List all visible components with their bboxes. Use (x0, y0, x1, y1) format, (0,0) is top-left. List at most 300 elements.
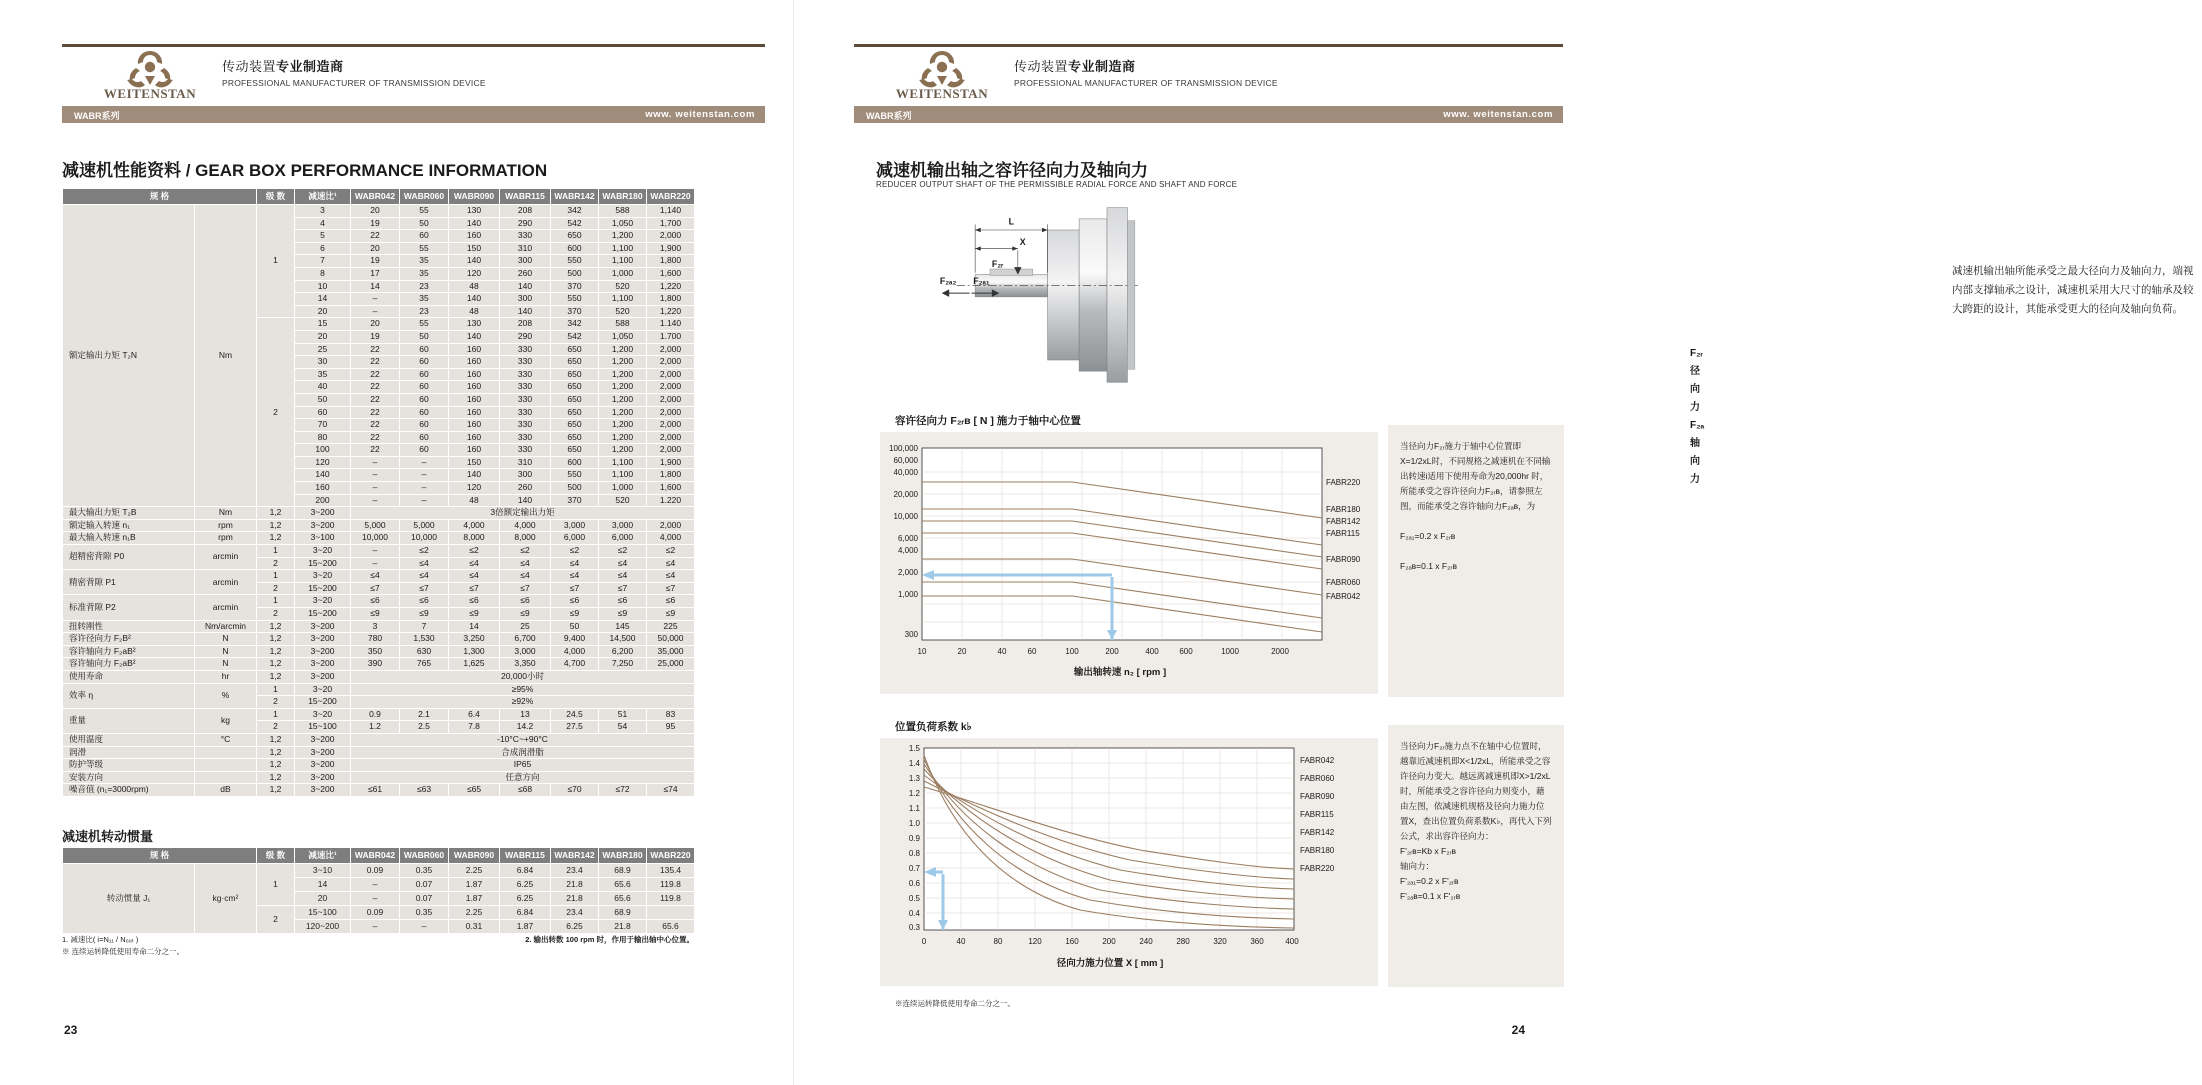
row-unit: arcmin (195, 595, 257, 620)
cell-span-value: 任意方向 (351, 771, 695, 784)
cell-value: 55 (400, 318, 449, 331)
cell-stage: 2 (257, 608, 295, 621)
cell-value: – (351, 456, 400, 469)
cell-value: ≤7 (351, 582, 400, 595)
cell-value: ≤9 (647, 608, 695, 621)
c1-label-fabr180: FABR180 (1326, 505, 1361, 514)
cell-value: 2.5 (400, 721, 449, 734)
cell-value: 542 (551, 217, 599, 230)
cell-value: 2,000 (647, 406, 695, 419)
cell-ratio: 3 (295, 205, 351, 218)
cell-value: – (351, 293, 400, 306)
cell-value: 6,000 (551, 532, 599, 545)
col-ratio: 减速比¹ (295, 189, 351, 205)
page-header-right (854, 44, 1563, 122)
c1-label-fabr142: FABR142 (1326, 517, 1361, 526)
page-right (794, 0, 2194, 1085)
c2-xtick-200: 200 (1102, 937, 1116, 946)
inertia-unit: kg·cm² (195, 864, 257, 934)
cell-value: 1.220 (647, 494, 695, 507)
cell-value: 22 (351, 406, 400, 419)
inertia-ratio: 15~100 (295, 906, 351, 920)
c1-xtick-10: 10 (917, 647, 927, 656)
cell-ratio: 3~200 (295, 670, 351, 683)
c2-ytick-0.5: 0.5 (908, 894, 920, 903)
table-row (63, 771, 695, 784)
cell-value: 1,100 (599, 242, 647, 255)
page-number-right: 24 (1511, 1023, 1525, 1037)
c1-xtick-1000: 1000 (1221, 647, 1239, 656)
cell-value: 2,000 (647, 230, 695, 243)
cell-value: 342 (551, 318, 599, 331)
cell-value: 140 (449, 217, 500, 230)
cell-value: 6,000 (599, 532, 647, 545)
inertia-value: 0.07 (400, 892, 449, 906)
cell-value: 4,000 (449, 519, 500, 532)
cell-value: 60 (400, 368, 449, 381)
table-header-row (63, 189, 695, 205)
inertia-value: 0.09 (351, 906, 400, 920)
cell-value: 160 (449, 230, 500, 243)
cell-value: ≤2 (647, 545, 695, 558)
cell-value: ≤4 (500, 557, 551, 570)
inertia-value: – (400, 920, 449, 934)
cell-value: 1,900 (647, 456, 695, 469)
cell-value: ≤7 (599, 582, 647, 595)
cell-value: 1,800 (647, 469, 695, 482)
c1-xtick-600: 600 (1179, 647, 1193, 656)
header-rule-right (854, 44, 1563, 47)
cell-value: 650 (551, 406, 599, 419)
cell-value: 1,200 (599, 230, 647, 243)
note-2: 2. 输出转数 100 rpm 时，作用于输出轴中心位置。 (525, 935, 694, 944)
row-label: 精密背隙 P1 (63, 570, 195, 595)
cell-value: 1,100 (599, 255, 647, 268)
header-title-cn-thin: 传动装置 (222, 59, 277, 74)
shaft-description: 减速机输出轴所能承受之最大径向力及轴向力，端视内部支撑轴承之设计，减速机采用大尺寸的轴承及较大跨距的设计，其能承受更大的径向及轴向负荷。 (1952, 265, 2194, 315)
cell-value: 160 (449, 419, 500, 432)
cell-stage: 1,2 (257, 507, 295, 520)
table-row (63, 759, 695, 772)
c1-xtick-40: 40 (997, 647, 1007, 656)
cell-span-value: 3倍额定输出力矩 (351, 507, 695, 520)
row-label: 容许轴向力 F₂aB² (63, 645, 195, 658)
header-title-cn-bold-r: 专业制造商 (1068, 59, 1136, 74)
inertia-value: – (351, 892, 400, 906)
cell-value: ≤4 (400, 570, 449, 583)
cell-value: 1,200 (599, 381, 647, 394)
header-title-cn-thin-r: 传动装置 (1014, 59, 1069, 74)
cell-value: ≤6 (351, 595, 400, 608)
cell-value: 550 (551, 469, 599, 482)
cell-ratio: 15~200 (295, 557, 351, 570)
page-number-left: 23 (64, 1023, 78, 1037)
cell-value: 25,000 (647, 658, 695, 671)
cell-value: 2,000 (647, 444, 695, 457)
label-F2r: F₂ᵣ (991, 259, 1004, 270)
cell-value: 1,600 (647, 267, 695, 280)
cell-ratio: 80 (295, 431, 351, 444)
cell-value: 5,000 (351, 519, 400, 532)
cell-value: – (400, 469, 449, 482)
cell-value: 140 (449, 293, 500, 306)
header-text (222, 56, 486, 88)
brand-wordmark-right: WEITENSTAN (895, 86, 989, 101)
cell-span-value: IP65 (351, 759, 695, 772)
biohazard-logo-icon (123, 50, 177, 88)
label-F2a2: F₂ₐ₂ (939, 275, 957, 286)
cell-ratio: 15~200 (295, 582, 351, 595)
cell-value: 19 (351, 217, 400, 230)
inertia-value: 65.6 (599, 892, 647, 906)
cell-value: 60 (400, 444, 449, 457)
c2-label-fabr060: FABR060 (1300, 774, 1335, 783)
row-label: 扭转刚性 (63, 620, 195, 633)
row-unit: arcmin (195, 545, 257, 570)
cell-value: ≤9 (599, 608, 647, 621)
page-left (0, 0, 794, 1085)
c1-xtick-100: 100 (1065, 647, 1079, 656)
cell-value: 5,000 (400, 519, 449, 532)
chart2-panel (880, 738, 1378, 986)
page-header-left (62, 44, 765, 122)
cell-value: 48 (449, 494, 500, 507)
cell-value: 160 (449, 393, 500, 406)
cell-ratio: 160 (295, 482, 351, 495)
cell-value: ≤9 (351, 608, 400, 621)
cell-value: 225 (647, 620, 695, 633)
cell-stage: 1,2 (257, 532, 295, 545)
cell-value: ≤72 (599, 784, 647, 797)
c2-label-fabr180: FABR180 (1300, 846, 1335, 855)
cell-value: 2,000 (647, 519, 695, 532)
col-wabr090: WABR090 (449, 189, 500, 205)
cell-ratio: 40 (295, 381, 351, 394)
cell-value: ≤4 (647, 570, 695, 583)
cell-ratio: 14 (295, 293, 351, 306)
cell-value: 3,000 (500, 645, 551, 658)
table-row (63, 519, 695, 532)
cell-value: 130 (449, 318, 500, 331)
inertia-stage: 2 (257, 906, 295, 934)
cell-value: 260 (500, 482, 551, 495)
c2-label-fabr115: FABR115 (1300, 810, 1334, 819)
cell-ratio: 6 (295, 242, 351, 255)
inertia-header-row (63, 848, 695, 864)
chart1-note: 当径向力F₂ᵣ施力于轴中心位置即X=1/2xL时，不同规格之减速机在不同输出转速i适用下使用寿命为20,000hr 时，所能承受之容许径向力F₂ᵣв，请参照左图，而能承受之容许轴向力F₂ₐв，为 F₂ₐ₁=0.2 x F₂ᵣв F₂ₐв=0.1 x F₂ᵣв (1388, 425, 1564, 697)
cell-value: 140 (449, 469, 500, 482)
cell-value: 3,000 (551, 519, 599, 532)
cell-value: 1,140 (647, 205, 695, 218)
cell-ratio: 140 (295, 469, 351, 482)
row-label: 标准背隙 P2 (63, 595, 195, 620)
cell-ratio: 15 (295, 318, 351, 331)
cell-value: – (400, 456, 449, 469)
row-unit (195, 771, 257, 784)
cell-value: 500 (551, 267, 599, 280)
cell-value: 60 (400, 406, 449, 419)
cell-value: 780 (351, 633, 400, 646)
inertia-value: – (351, 878, 400, 892)
cell-value: ≤70 (551, 784, 599, 797)
c2-ytick-0.6: 0.6 (908, 879, 920, 888)
cell-value: ≤6 (400, 595, 449, 608)
row-stage: 2 (257, 318, 295, 507)
cell-value: 22 (351, 431, 400, 444)
row-unit: hr (195, 670, 257, 683)
cell-value: 14.2 (500, 721, 551, 734)
c2-xtick-360: 360 (1250, 937, 1264, 946)
cell-value: 60 (400, 431, 449, 444)
cell-ratio: 3~20 (295, 570, 351, 583)
c2-xtick-160: 160 (1065, 937, 1079, 946)
cell-ratio: 30 (295, 356, 351, 369)
cell-value: 7 (400, 620, 449, 633)
inertia-value: 1.87 (449, 892, 500, 906)
cell-value: 1,100 (599, 456, 647, 469)
header-title-cn (222, 56, 486, 75)
cell-value: 160 (449, 368, 500, 381)
c2-ytick-1.0: 1.0 (908, 819, 920, 828)
inertia-value: 65.6 (599, 878, 647, 892)
c2-ytick-0.4: 0.4 (908, 909, 920, 918)
cell-value: 25 (500, 620, 551, 633)
cell-value: 22 (351, 356, 400, 369)
cell-value: 550 (551, 293, 599, 306)
cell-value: ≤2 (500, 545, 551, 558)
label-X: X (1019, 236, 1026, 247)
inertia-row (63, 864, 695, 878)
c2-label-fabr220: FABR220 (1300, 864, 1335, 873)
table-row (63, 746, 695, 759)
c2-ytick-0.7: 0.7 (908, 864, 920, 873)
cell-value: – (351, 305, 400, 318)
cell-stage: 1,2 (257, 633, 295, 646)
c1-label-fabr042: FABR042 (1326, 592, 1361, 601)
cell-value: ≤63 (400, 784, 449, 797)
cell-value: 60 (400, 230, 449, 243)
cell-value: 1,050 (599, 330, 647, 343)
cell-value: 650 (551, 431, 599, 444)
table-row (63, 595, 695, 608)
cell-value: 60 (400, 419, 449, 432)
cell-value: 650 (551, 356, 599, 369)
header-title-en-right: PROFESSIONAL MANUFACTURER OF TRANSMISSION DEVICE (1014, 78, 1278, 88)
cell-value: ≤6 (599, 595, 647, 608)
cell-ratio: 3~20 (295, 545, 351, 558)
row-stage: 1 (257, 205, 295, 318)
table-row (63, 683, 695, 696)
c1-ytick-60000: 60,000 (893, 456, 918, 465)
table-row (63, 507, 695, 520)
header-title-cn-bold: 专业制造商 (276, 59, 344, 74)
cell-value: 4,000 (551, 645, 599, 658)
cell-value: 17 (351, 267, 400, 280)
note-3: ※ 连续运转降低使用寿命二分之一。 (62, 947, 185, 956)
cell-value: 14,500 (599, 633, 647, 646)
inertia-value: 0.35 (400, 906, 449, 920)
cell-value: 208 (500, 205, 551, 218)
cell-value: 7.8 (449, 721, 500, 734)
cell-value: 330 (500, 230, 551, 243)
website-label: www. weitenstan.com (645, 109, 755, 120)
cell-value: 140 (449, 255, 500, 268)
row-unit: rpm (195, 519, 257, 532)
cell-value: 650 (551, 444, 599, 457)
cell-value: ≤6 (647, 595, 695, 608)
cell-stage: 1,2 (257, 746, 295, 759)
cell-stage: 2 (257, 557, 295, 570)
cell-value: ≤65 (449, 784, 500, 797)
force-legend (1690, 345, 1704, 489)
c1-xtick-20: 20 (957, 647, 967, 656)
cell-ratio: 3~100 (295, 532, 351, 545)
c2-ytick-1.5: 1.5 (908, 744, 920, 753)
cell-value: 50 (400, 330, 449, 343)
cell-value: – (400, 494, 449, 507)
cell-value: 290 (500, 217, 551, 230)
cell-value: 2,000 (647, 368, 695, 381)
cell-ratio: 3~200 (295, 784, 351, 797)
c2-xtick-120: 120 (1028, 937, 1042, 946)
cell-value: 0.9 (351, 708, 400, 721)
cell-value: ≤4 (551, 570, 599, 583)
cell-value: ≤9 (500, 608, 551, 621)
c2-xtick-240: 240 (1139, 937, 1153, 946)
table-row (63, 620, 695, 633)
inertia-value: 119.8 (647, 892, 695, 906)
table-row (63, 658, 695, 671)
cell-value: 650 (551, 393, 599, 406)
cell-value: 542 (551, 330, 599, 343)
row-label: 防护等级 (63, 759, 195, 772)
cell-value: 27.5 (551, 721, 599, 734)
cell-value: 6,200 (599, 645, 647, 658)
cell-value: 60 (400, 343, 449, 356)
cell-value: 120 (449, 482, 500, 495)
c1-ytick-2000: 2,000 (897, 568, 918, 577)
icol-ratio: 减速比¹ (295, 848, 351, 864)
row-unit: °C (195, 733, 257, 746)
cell-value: ≤9 (551, 608, 599, 621)
cell-ratio: 3~200 (295, 507, 351, 520)
cell-value: 19 (351, 330, 400, 343)
header-title-cn-right (1014, 56, 1278, 75)
cell-value: 6.4 (449, 708, 500, 721)
cell-value: 130 (449, 205, 500, 218)
inertia-value: 6.25 (500, 892, 551, 906)
cell-ratio: 20 (295, 330, 351, 343)
chart2-note: 当径向力F₂ᵣ施力点不在轴中心位置时，越靠近减速机即X<1/2xL，所能承受之容许径向力变大。越远离减速机即X>1/2xL时，所能承受之容许径向力则变小，藉由左图，依减速机规格及径向力施力位置X，查出位置负荷系数K♭，再代入下列公式，求出容许径向力： F'₂ᵣв=Kb x F₂ᵣв 轴向力： F'₂ₐ₁=0.2 x F'₂ᵣв F'₂ₐв=0.1 x F'₂ᵣв (1388, 725, 1564, 987)
cell-ratio: 200 (295, 494, 351, 507)
inertia-stage: 1 (257, 864, 295, 906)
cell-value: – (351, 494, 400, 507)
cell-value: 310 (500, 242, 551, 255)
inertia-value: 21.8 (551, 892, 599, 906)
cell-value: ≤9 (400, 608, 449, 621)
cell-value: ≤4 (647, 557, 695, 570)
inertia-value: 0.09 (351, 864, 400, 878)
cell-value: 588 (599, 205, 647, 218)
cell-ratio: 70 (295, 419, 351, 432)
row-unit (195, 759, 257, 772)
cell-ratio: 3~200 (295, 658, 351, 671)
cell-value: 370 (551, 305, 599, 318)
table-row (63, 670, 695, 683)
c2-ytick-0.9: 0.9 (908, 834, 920, 843)
cell-ratio: 3~200 (295, 759, 351, 772)
cell-value: 330 (500, 419, 551, 432)
cell-value: 24.5 (551, 708, 599, 721)
cell-value: 19 (351, 255, 400, 268)
row-label: 安装方向 (63, 771, 195, 784)
cell-stage: 1 (257, 545, 295, 558)
cell-stage: 2 (257, 696, 295, 709)
row-label: 使用寿命 (63, 670, 195, 683)
chart1-panel (880, 432, 1378, 694)
cell-stage: 1,2 (257, 670, 295, 683)
cell-value: 20 (351, 205, 400, 218)
table-row (63, 570, 695, 583)
cell-value: 2,000 (647, 419, 695, 432)
page-title-left: 减速机性能资料 / GEAR BOX PERFORMANCE INFORMATION (62, 161, 548, 180)
c1-ytick-100000: 100,000 (889, 444, 918, 453)
c2-xtick-320: 320 (1213, 937, 1227, 946)
cell-value: 48 (449, 280, 500, 293)
header-series-bar-right (854, 106, 1563, 123)
icol-stages: 级 数 (257, 848, 295, 864)
cell-stage: 1 (257, 570, 295, 583)
right-footnote: ※连续运转降低使用寿命二分之一。 (895, 999, 1015, 1008)
cell-value: 10,000 (400, 532, 449, 545)
cell-value: 160 (449, 431, 500, 444)
icol-wabr142: WABR142 (551, 848, 599, 864)
c2-ytick-1.3: 1.3 (908, 774, 920, 783)
cell-value: 2.1 (400, 708, 449, 721)
cell-value: 1,200 (599, 343, 647, 356)
row-label: 噪音值 (n₁=3000rpm) (63, 784, 195, 797)
cell-ratio: 8 (295, 267, 351, 280)
cell-stage: 1 (257, 683, 295, 696)
cell-value: 2,000 (647, 381, 695, 394)
inertia-value: – (351, 920, 400, 934)
cell-ratio: 15~200 (295, 608, 351, 621)
cell-value: 310 (500, 456, 551, 469)
row-unit (195, 746, 257, 759)
cell-value: 22 (351, 419, 400, 432)
cell-value: ≤7 (647, 582, 695, 595)
cell-stage: 1 (257, 595, 295, 608)
c2-ytick-0.8: 0.8 (908, 849, 920, 858)
cell-value: ≤6 (551, 595, 599, 608)
label-F2a1: F₂ₐ₁ (973, 275, 990, 286)
inertia-value: 1.87 (449, 878, 500, 892)
cell-value: 330 (500, 393, 551, 406)
cell-value: 20 (351, 318, 400, 331)
c1-ytick-10000: 10,000 (893, 512, 918, 521)
performance-table (62, 188, 695, 797)
table-row (63, 532, 695, 545)
cell-ratio: 15~200 (295, 696, 351, 709)
row-label: 额定输入转速 n₁ (63, 519, 195, 532)
c1-ytick-40000: 40,000 (893, 468, 918, 477)
cell-value: ≤7 (400, 582, 449, 595)
cell-value: 95 (647, 721, 695, 734)
cell-value: – (351, 545, 400, 558)
cell-value: 1.140 (647, 318, 695, 331)
cell-value: ≤4 (551, 557, 599, 570)
icol-spec: 规 格 (63, 848, 257, 864)
